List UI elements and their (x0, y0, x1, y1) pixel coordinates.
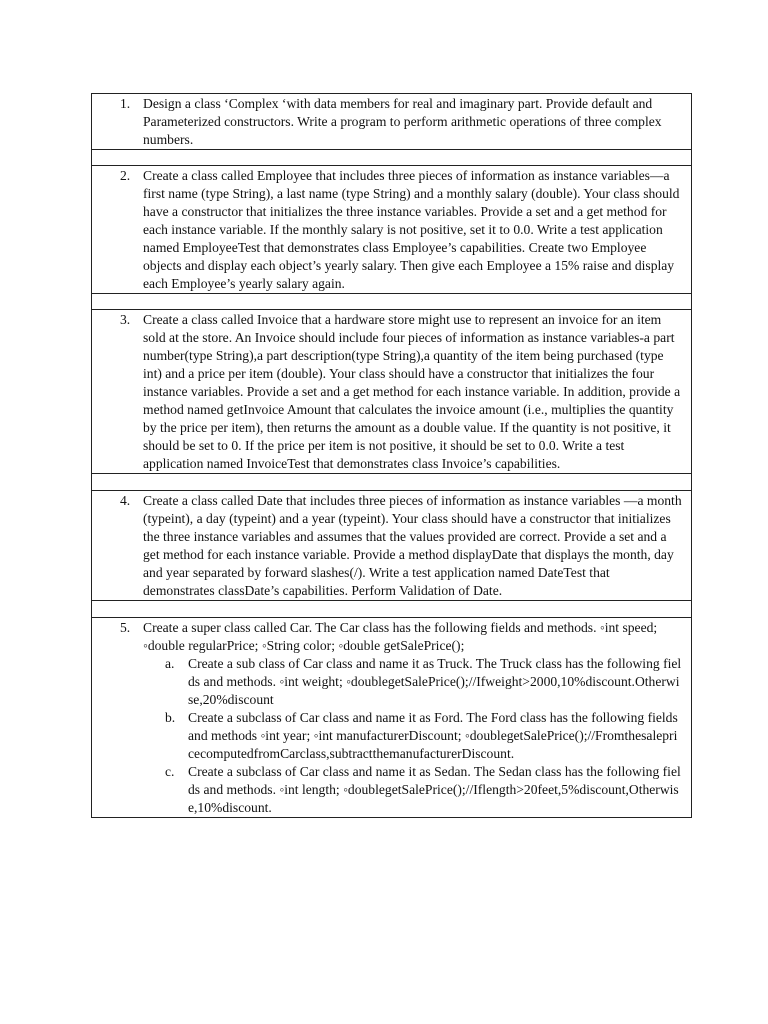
subquestion-list (143, 655, 683, 817)
question-row-1 (92, 94, 692, 150)
subquestion-a (143, 655, 683, 709)
question-number: 1. (120, 96, 131, 111)
subquestion-letter: c. (165, 764, 175, 779)
question-number: 2. (120, 168, 131, 183)
question-text: Create a class called Date that includes three pieces of information as instance variables —a month (typeint), a day (typeint) and a year (typeint). Your class should have a constructor that initializes the three instance variables and assumes that the values provided are correct. Provide a set and a get method for each instance variable. Provide a method displayDate that displays the month, day and year separated by forward slashes(/). Write a test application named DateTest that demonstrates classDate’s capabilities. Perform Validation of Date. (143, 493, 682, 598)
question-number: 5. (120, 620, 131, 635)
subquestion-b (143, 709, 683, 763)
question-text: Create a class called Employee that includes three pieces of information as instance variables—a first name (type String), a last name (type String) and a monthly salary (double). Your class should have a constructor that initializes the three instance variables. Provide a set and a get method for each instance variable. If the monthly salary is not positive, set it to 0.0. Write a test application named EmployeeTest that demonstrates class Employee’s capabilities. Create two Employee objects and display each object’s yearly salary. Then give each Employee a 15% raise and display each Employee’s yearly salary again. (143, 168, 680, 291)
subquestion-text: Create a sub class of Car class and name it as Truck. The Truck class has the following fields and methods. ◦int weight; ◦doublegetSalePrice();//Ifweight>2000,10%discount.Otherwise,20%discount (188, 656, 682, 707)
assignment-table (91, 93, 692, 818)
subquestion-c (143, 763, 683, 817)
question-text: Create a super class called Car. The Car class has the following fields and methods. ◦int speed; ◦double regularPrice; ◦String color; ◦double getSalePrice(); (143, 620, 658, 653)
question-number: 3. (120, 312, 131, 327)
question-cell-4 (92, 491, 692, 601)
question-cell-5 (92, 618, 692, 818)
subquestion-letter: b. (165, 710, 176, 725)
spacer-row (92, 150, 692, 166)
question-text: Design a class ‘Complex ‘with data members for real and imaginary part. Provide default and Parameterized constructors. Write a program to perform arithmetic operations of three complex numbers. (143, 96, 662, 147)
question-row-4 (92, 491, 692, 601)
question-number: 4. (120, 493, 131, 508)
question-row-2 (92, 166, 692, 294)
question-text: Create a class called Invoice that a hardware store might use to represent an invoice for an item sold at the store. An Invoice should include four pieces of information as instance variables-a part number(type String),a part description(type String),a quantity of the item being purchased (type int) and a price per item (double). Your class should have a constructor that initializes the four instance variables. Provide a set and a get method for each instance variable. In addition, provide a method named getInvoice Amount that calculates the invoice amount (i.e., multiplies the quantity by the price per item), then returns the amount as a double value. If the quantity is not positive, it should be set to 0. If the price per item is not positive, it should be set to 0.0. Write a test application named InvoiceTest that demonstrates class Invoice’s capabilities. (143, 312, 681, 471)
spacer-row (92, 601, 692, 618)
question-row-5 (92, 618, 692, 818)
spacer-row (92, 474, 692, 491)
subquestion-text: Create a subclass of Car class and name it as Ford. The Ford class has the following fields and methods ◦int year; ◦int manufacturerDiscount; ◦doublegetSalePrice();//FromthesalepricecomputedfromCarclass,subtractthemanufacturerDiscount. (188, 710, 678, 761)
question-cell-3 (92, 310, 692, 474)
subquestion-letter: a. (165, 656, 175, 671)
question-cell-2 (92, 166, 692, 294)
question-row-3 (92, 310, 692, 474)
question-cell-1 (92, 94, 692, 150)
spacer-row (92, 294, 692, 310)
subquestion-text: Create a subclass of Car class and name it as Sedan. The Sedan class has the following fields and methods. ◦int length; ◦doublegetSalePrice();//Iflength>20feet,5%discount,Otherwise,10%discount. (188, 764, 681, 815)
